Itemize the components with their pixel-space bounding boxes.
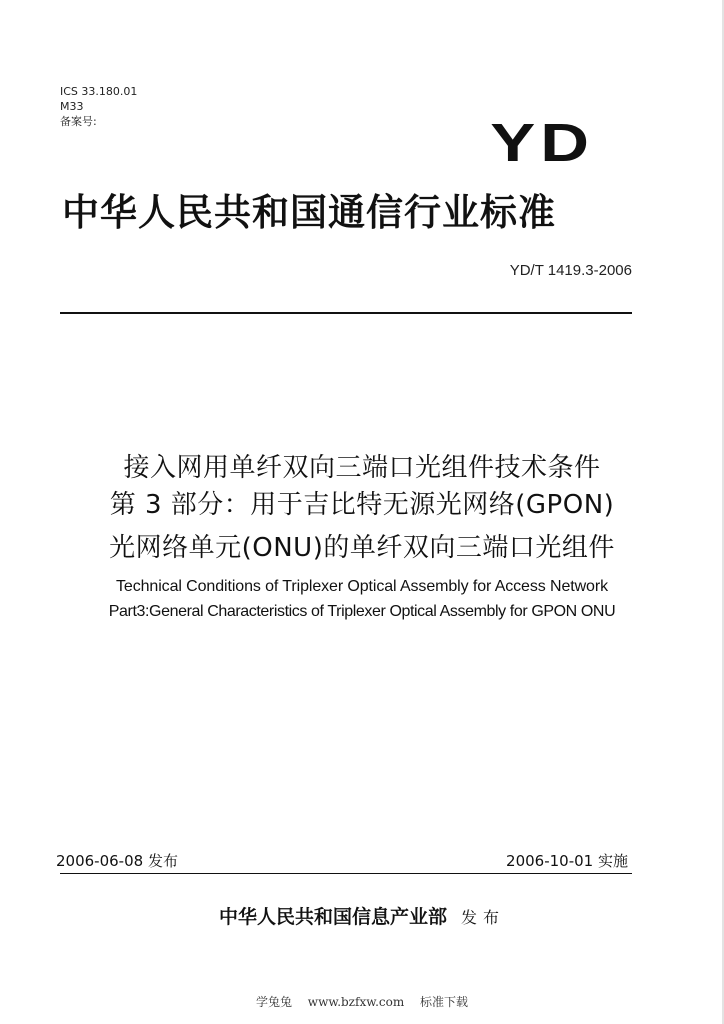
issuing-authority [0, 902, 724, 929]
date-divider [60, 873, 632, 874]
standard-number: YD/T 1419.3-2006 [509, 262, 632, 279]
footer-site-name: 学兔兔 [255, 995, 292, 1009]
implementation-date: 2006-10-01 实施 [506, 852, 628, 870]
issuer-name: 中华人民共和国信息产业部 [218, 906, 447, 928]
standard-category-title: 中华人民共和国通信行业标准 [62, 191, 556, 234]
issue-date: 2006-06-08 发布 [56, 852, 178, 870]
footer-url-link[interactable]: www.bzfxw.com [307, 995, 405, 1009]
issuer-action: 发布 [461, 908, 506, 927]
classification-code: M33 [60, 100, 84, 113]
yd-logo: YD [490, 113, 594, 173]
footer-note: 标准下载 [420, 995, 469, 1009]
english-title-line-1: Technical Conditions of Triplexer Optical Assembly for Access Network [116, 578, 608, 595]
record-number-label: 备案号: [60, 115, 97, 128]
download-footer [0, 993, 724, 1010]
english-title-line-2: Part3:General Characteristics of Triplexer Optical Assembly for GPON ONU [108, 603, 616, 620]
chinese-title-line-2: 第 3 部分：用于吉比特无源光网络(GPON) [109, 490, 615, 520]
header-divider [60, 312, 632, 314]
chinese-title-line-1: 接入网用单纤双向三端口光组件技术条件 [123, 453, 601, 483]
ics-code: ICS 33.180.01 [60, 85, 138, 98]
chinese-title-line-3: 光网络单元(ONU)的单纤双向三端口光组件 [109, 533, 615, 563]
